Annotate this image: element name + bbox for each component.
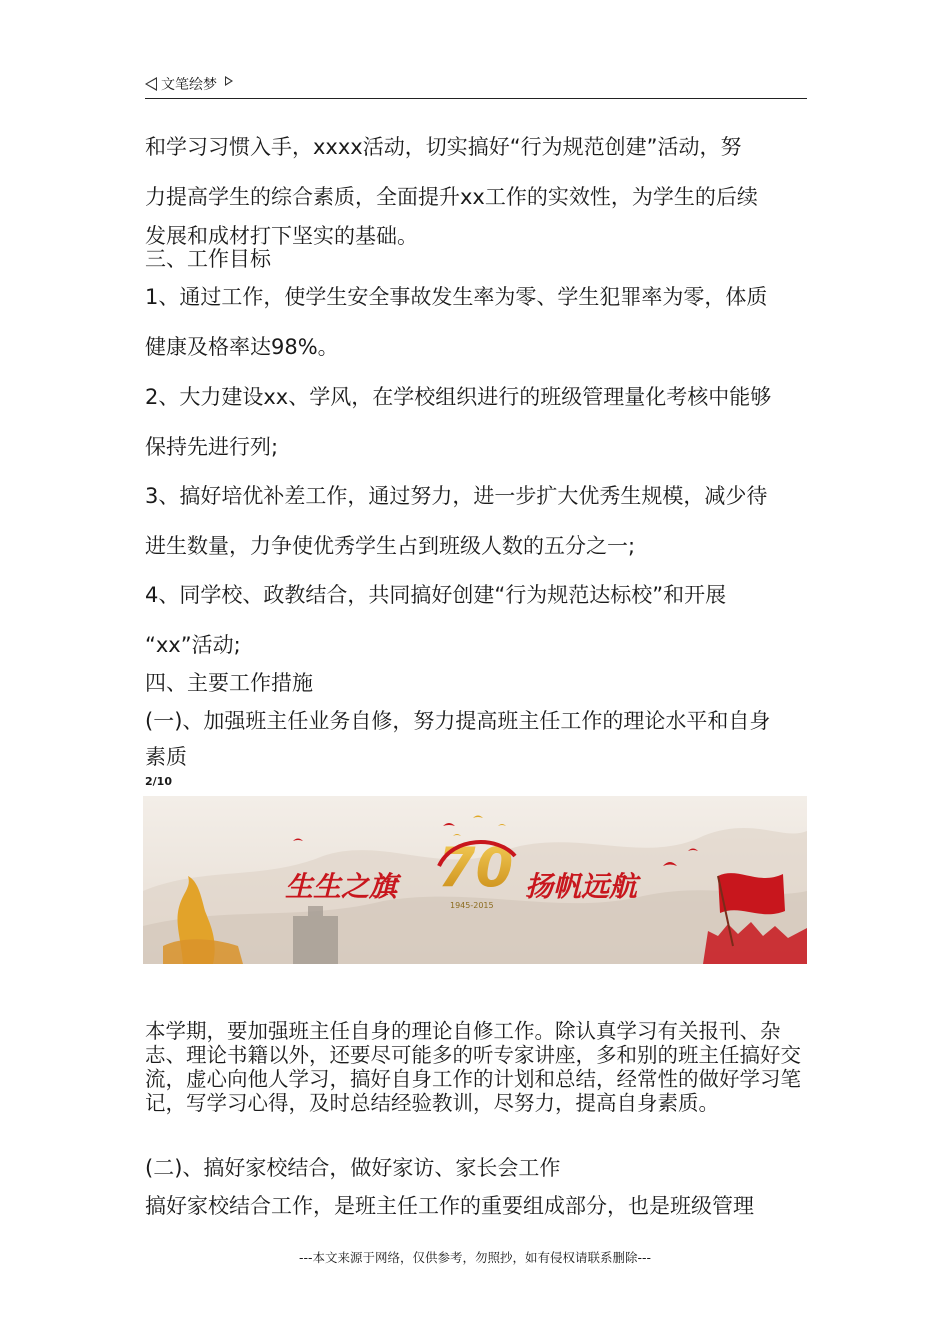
text-line: 进生数量，力争使优秀学生占到班级人数的五分之一;	[145, 534, 636, 558]
subsection-heading: (一)、加强班主任业务自修，努力提高班主任工作的理论水平和自身	[145, 709, 771, 733]
header-brand	[145, 74, 233, 94]
body-paragraph: 本学期，要加强班主任自身的理论自修工作。除认真学习有关报刊、杂志、理论书籍以外，还要尽可能多的听专家讲座，多和别的班主任搞好交流，虚心向他人学习，搞好自身工作的计划和总结，经常性的做好学习笔记，写学习心得，及时总结经验教训，尽努力，提高自身素质。	[145, 1019, 801, 1115]
banner-image	[143, 796, 807, 964]
brand-text: 文笔绘梦	[161, 77, 217, 93]
text-line: 健康及格率达98%。	[145, 335, 339, 359]
footer-disclaimer: ---本文来源于网络，仅供参考，勿照抄，如有侵权请联系删除---	[298, 1250, 652, 1265]
banner-badge-number: 70	[438, 836, 514, 899]
text-line: 搞好家校结合工作，是班主任工作的重要组成部分，也是班级管理	[145, 1194, 754, 1218]
section-heading: 三、工作目标	[145, 247, 271, 271]
subsection-heading: (二)、搞好家校结合，做好家访、家长会工作	[145, 1156, 561, 1180]
text-line: 保持先进行列;	[145, 435, 279, 459]
banner-right-text: 扬帆远航	[525, 870, 638, 903]
triangle-left-icon	[145, 77, 157, 91]
text-line: 2、大力建设xx、学风，在学校组织进行的班级管理量化考核中能够	[145, 385, 772, 409]
text-line: 和学习习惯入手，xxxx活动，切实搞好“行为规范创建”活动，努	[145, 135, 742, 159]
text-line: 发展和成材打下坚实的基础。	[145, 224, 418, 248]
banner-left-text: 生生之旗	[285, 870, 398, 903]
triangle-right-icon	[225, 76, 233, 86]
text-line: 力提高学生的综合素质，全面提升xx工作的实效性，为学生的后续	[145, 185, 758, 209]
text-line: “xx”活动;	[145, 633, 241, 657]
text-line: 4、同学校、政教结合，共同搞好创建“行为规范达标校”和开展	[145, 583, 727, 607]
text-line: 1、通过工作，使学生安全事故发生率为零、学生犯罪率为零，体质	[145, 285, 768, 309]
text-line: 3、搞好培优补差工作，通过努力，进一步扩大优秀生规模，减少待	[145, 484, 768, 508]
page-header	[145, 70, 807, 99]
section-heading: 四、主要工作措施	[145, 671, 313, 695]
text-line: 素质	[145, 745, 187, 769]
page-number: 2/10	[145, 775, 172, 788]
banner-badge-years: 1945-2015	[450, 901, 494, 910]
